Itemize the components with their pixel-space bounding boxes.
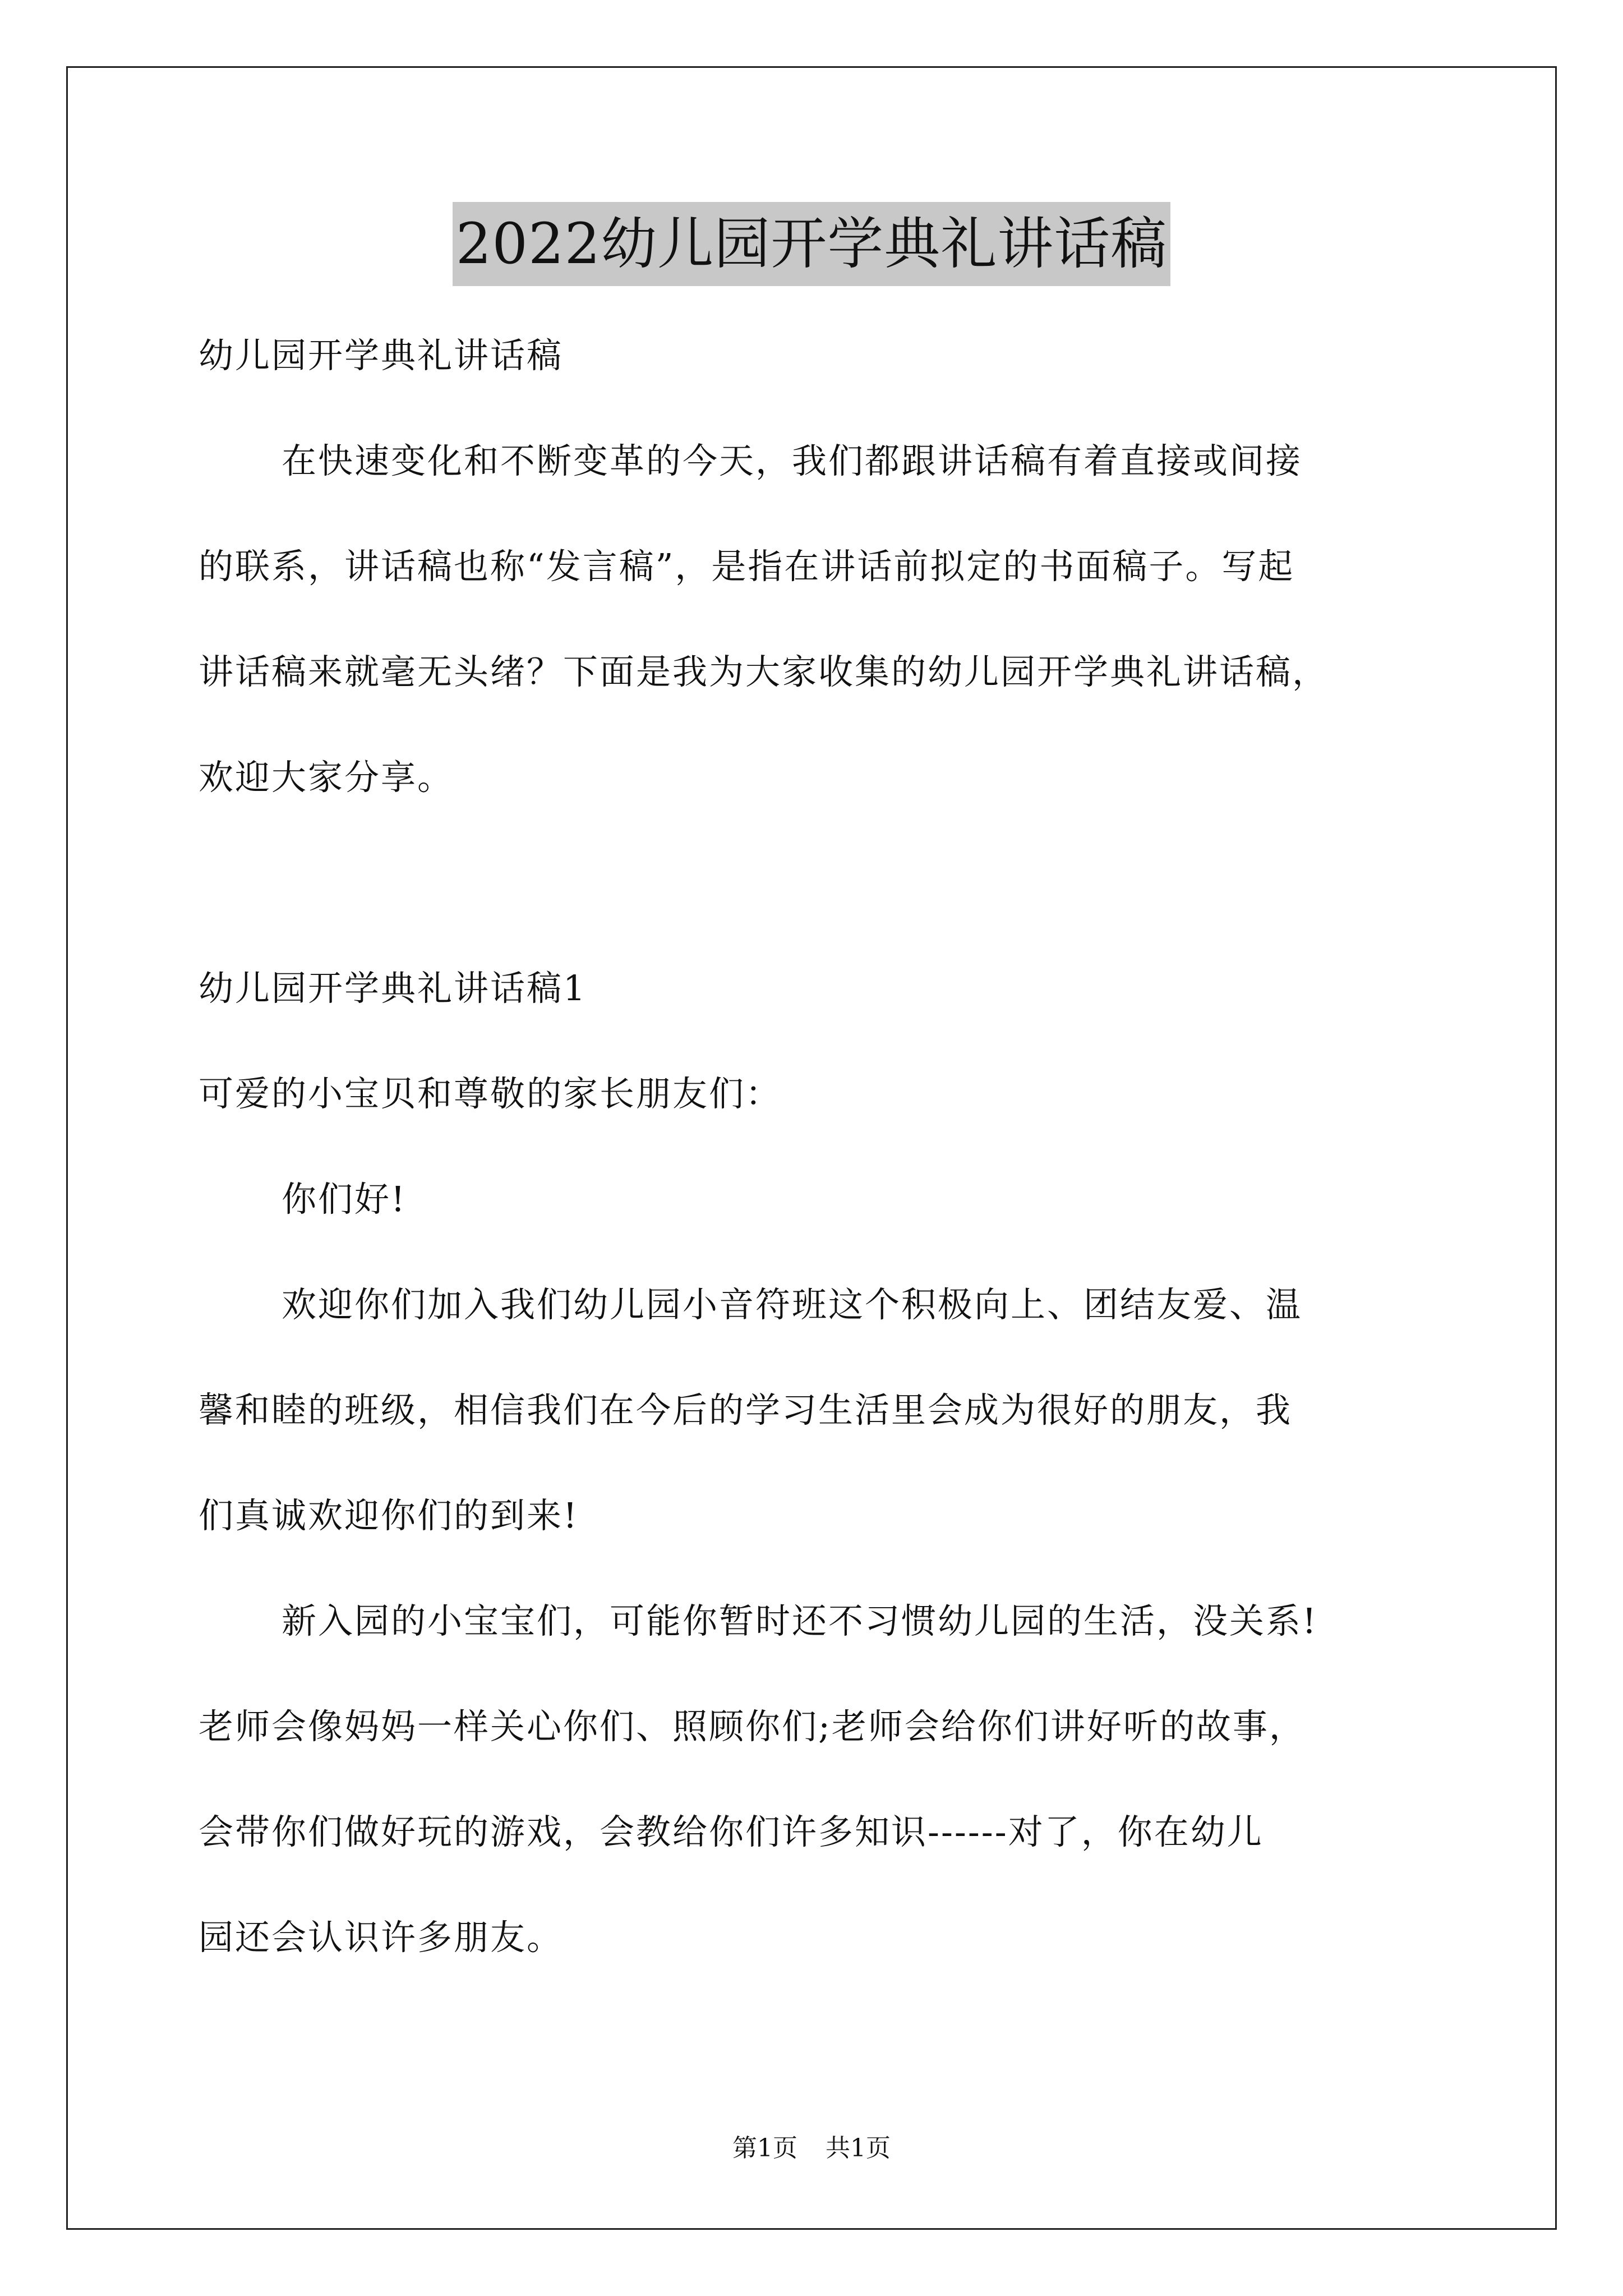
greeting: 你们好! (282, 1179, 407, 1220)
paragraph-new-kids (199, 1568, 1460, 1990)
intro-line: 欢迎大家分享。 (199, 757, 454, 798)
intro-line: 讲话稿来就毫无头绪？下面是我为大家收集的幼儿园开学典礼讲话稿， (199, 651, 1329, 692)
paragraph-welcome (199, 1252, 1460, 1568)
intro-line: 的联系，讲话稿也称“发言稿”，是指在讲话前拟定的书面稿子。写起 (199, 546, 1295, 587)
subtitle: 幼儿园开学典礼讲话稿 (199, 335, 564, 376)
paragraph-line: 馨和睦的班级，相信我们在今后的学习生活里会成为很好的朋友，我 (199, 1389, 1293, 1430)
salutation: 可爱的小宝贝和尊敬的家长朋友们： (199, 1073, 782, 1114)
intro-paragraph (199, 408, 1460, 830)
page-total: 共1页 (826, 2134, 891, 2162)
document-title: 2022幼儿园开学典礼讲话稿 (453, 202, 1171, 286)
paragraph-line: 会带你们做好玩的游戏，会教给你们许多知识------对了，你在幼儿 (199, 1811, 1264, 1852)
page-footer (0, 2132, 1623, 2165)
title-container (0, 202, 1623, 286)
paragraph-line: 老师会像妈妈一样关心你们、照顾你们;老师会给你们讲好听的故事， (199, 1706, 1306, 1747)
paragraph-line: 欢迎你们加入我们幼儿园小音符班这个积极向上、团结友爱、温 (282, 1284, 1303, 1325)
document-body (199, 303, 1460, 1990)
section-heading: 幼儿园开学典礼讲话稿1 (199, 968, 587, 1009)
blank-line (199, 830, 1460, 936)
paragraph-line: 们真诚欢迎你们的到来! (199, 1495, 579, 1536)
paragraph-line: 园还会认识许多朋友。 (199, 1917, 564, 1958)
page-number: 第1页 (732, 2134, 797, 2162)
paragraph-line: 新入园的小宝宝们，可能你暂时还不习惯幼儿园的生活，没关系! (282, 1600, 1318, 1641)
intro-line: 在快速变化和不断变革的今天，我们都跟讲话稿有着直接或间接 (282, 440, 1303, 481)
